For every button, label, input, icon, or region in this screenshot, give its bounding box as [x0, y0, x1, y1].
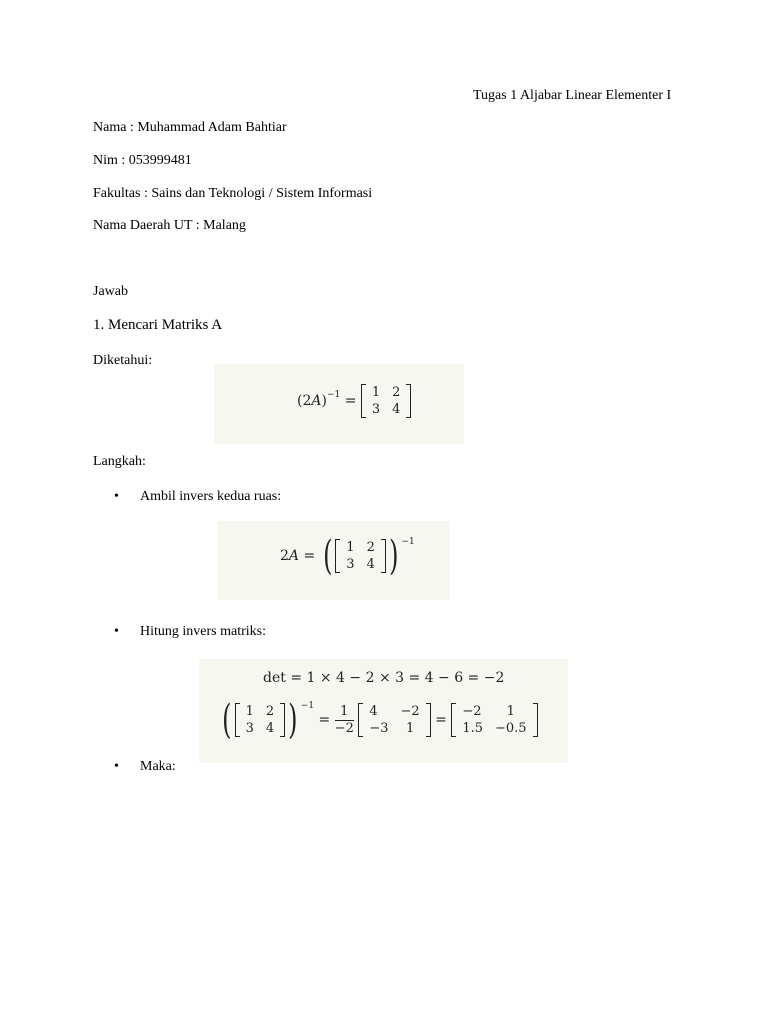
- bullet-marker: •: [114, 759, 119, 774]
- student-region: Nama Daerah UT : Malang: [93, 218, 246, 233]
- eq1-matrix: [361, 384, 412, 418]
- equation-invert: [218, 521, 450, 600]
- eq1-exponent: −1: [326, 390, 341, 400]
- matrix-cell: −3: [369, 721, 389, 736]
- bullet-marker: •: [114, 489, 119, 504]
- matrix-cell: 4: [392, 402, 401, 417]
- left-paren: (: [222, 697, 232, 743]
- student-name: Nama : Muhammad Adam Bahtiar: [93, 120, 287, 135]
- document-title: Tugas 1 Aljabar Linear Elementer I: [473, 88, 672, 103]
- matrix-cell: 1: [405, 721, 415, 736]
- matrix-cell: 1: [506, 704, 515, 719]
- matrix-cell: 1.5: [462, 721, 483, 736]
- fraction-numerator: 1: [335, 704, 354, 721]
- equation-inverse-calc: [199, 659, 568, 763]
- determinant-line: det = 1 × 4 − 2 × 3 = 4 − 6 = −2: [263, 670, 505, 686]
- matrix-cell: 4: [265, 721, 275, 736]
- matrix-cell: 2: [265, 704, 275, 719]
- steps-label: Langkah:: [93, 454, 146, 469]
- matrix-cell: 3: [371, 402, 381, 417]
- matrix-cell: 1: [346, 540, 355, 555]
- eq1-lhs: (2A): [297, 393, 327, 409]
- matrix-cell: 1: [245, 704, 254, 719]
- eq2-lhs: 2A =: [280, 548, 316, 564]
- bullet-text-1: Ambil invers kedua ruas:: [140, 489, 282, 504]
- given-label: Diketahui:: [93, 353, 153, 368]
- eq3-matrix-original: [235, 703, 286, 737]
- eq3-equals-2: =: [435, 712, 447, 728]
- section-heading: 1. Mencari Matriks A: [93, 317, 223, 333]
- matrix-cell: −2: [400, 704, 420, 719]
- matrix-cell: 4: [366, 557, 375, 572]
- bullet-text-2: Hitung invers matriks:: [140, 624, 266, 639]
- eq2-matrix: [335, 539, 386, 573]
- matrix-cell: 2: [366, 540, 375, 555]
- eq3-exponent: −1: [300, 701, 315, 711]
- matrix-cell: 4: [369, 704, 378, 719]
- eq3-equals-1: =: [318, 712, 331, 728]
- right-paren: ): [388, 533, 399, 579]
- answer-label: Jawab: [93, 284, 128, 299]
- matrix-cell: 2: [392, 385, 401, 400]
- matrix-cell: −2: [462, 704, 482, 719]
- matrix-cell: −0.5: [495, 721, 527, 736]
- left-paren: (: [322, 533, 333, 579]
- bullet-marker: •: [114, 624, 119, 639]
- matrix-cell: 3: [346, 557, 355, 572]
- eq3-matrix-result: [451, 703, 537, 737]
- bullet-text-3: Maka:: [140, 759, 176, 774]
- eq3-fraction: [335, 704, 354, 737]
- student-nim: Nim : 053999481: [93, 153, 192, 168]
- student-faculty: Fakultas : Sains dan Teknologi / Sistem Informasi: [93, 186, 373, 201]
- eq3-matrix-adjugate: [358, 703, 430, 737]
- eq1-equals: =: [344, 393, 357, 409]
- right-paren: ): [288, 697, 298, 743]
- matrix-cell: 1: [371, 385, 381, 400]
- equation-given: [214, 364, 464, 444]
- matrix-cell: 3: [245, 721, 254, 736]
- fraction-denominator: −2: [334, 720, 354, 736]
- eq2-exponent: −1: [401, 537, 415, 547]
